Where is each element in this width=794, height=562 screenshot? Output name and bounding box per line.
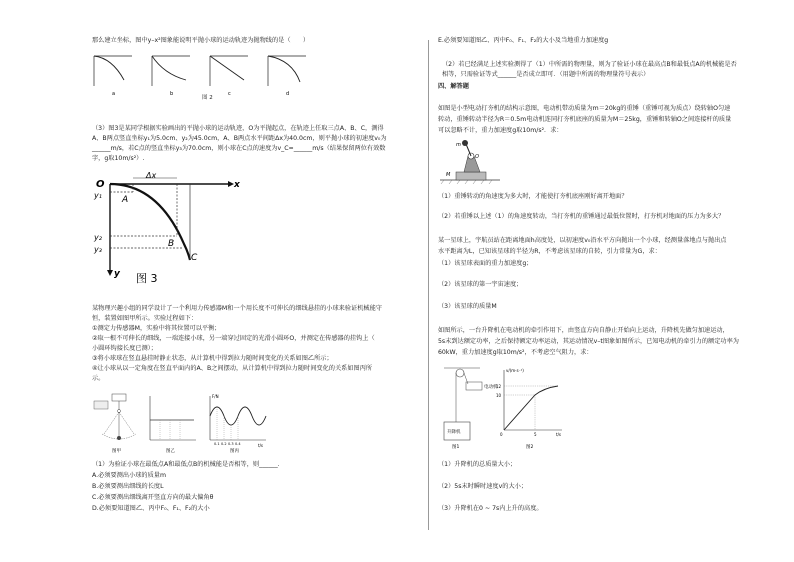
tamper-M: M bbox=[446, 172, 451, 178]
elevator-figure-1 bbox=[444, 368, 498, 450]
fig-bing-caption: 图丙 bbox=[230, 449, 239, 454]
graph-a bbox=[94, 56, 132, 97]
fig3-dx: Δx bbox=[146, 172, 157, 180]
elevator-figure-2 bbox=[496, 368, 562, 450]
figure-3 bbox=[88, 172, 248, 290]
figure2-caption: 图 2 bbox=[202, 95, 213, 101]
graph-b bbox=[152, 56, 190, 97]
tamper-O: O bbox=[475, 154, 479, 160]
motor-label: 电动机 bbox=[484, 385, 498, 390]
exp-line-1: 某物理兴趣小组的同学设计了一个利用力传感器M和一个用长度不可伸长的细线悬挂的小球来验证机械能守 bbox=[92, 305, 382, 312]
figure-jia bbox=[94, 394, 136, 454]
fig3-C: C bbox=[191, 253, 198, 263]
p3-q3: （3）升降机在0 ~ 7s内上升的高度。 bbox=[438, 505, 543, 512]
elevator-fig2-caption: 图2 bbox=[526, 445, 534, 450]
q3-line-4: 字，g取10m/s²）. bbox=[92, 155, 145, 162]
vt-t-axis: t/s bbox=[556, 432, 561, 437]
fig-bing-t-axis: t/s bbox=[258, 443, 263, 448]
figure-bing bbox=[210, 394, 266, 454]
exp-line-3: ①测定力传感器M，实验中将其位置可以平衡； bbox=[92, 325, 221, 332]
q3-line-1: （3）图3是某同学根据实验画出的平抛小球的运动轨迹，O为平抛起点，在轨迹上任取三点A、B、C，测得 bbox=[92, 125, 384, 132]
q3-line-3: ______m/s，若C点的竖直坐标y₃为70.0cm，则小球在C点的速度为v_C=______m/s（结果保留两位有效数 bbox=[92, 145, 386, 152]
p1-q1: （1）重锤转动的角速度为多大时，才能使打夯机底座刚好离开地面？ bbox=[438, 193, 628, 200]
tamper-m: m bbox=[456, 142, 461, 148]
column-divider bbox=[428, 40, 429, 530]
exp-line-2: 恒，装置如图甲所示。实验过程如下： bbox=[92, 315, 198, 322]
fig-bing-tick-4: 0.4 bbox=[235, 442, 241, 446]
q1-line-1: （1）为验证小球在最低点A和最低点B的机械能是否相等，则______． bbox=[92, 461, 284, 468]
tamper-figure bbox=[438, 138, 508, 188]
vt-t5: 5 bbox=[534, 432, 537, 437]
exp-line-8: 示。 bbox=[92, 375, 105, 382]
graph-label-b: b bbox=[170, 91, 174, 97]
p2-line-2: 水平距离为L，已知该星球的半径为R，不考虑该星球的自转，引力常量为G，求： bbox=[438, 248, 661, 255]
vt-v-axis: v/(m·s⁻¹) bbox=[506, 368, 524, 373]
p3-line-2: 5s末到达额定功率，之后保持额定功率运动，其运动情况v–t图象如图所示，已知电动机的牵引力的额定功率为 bbox=[438, 338, 739, 345]
fig3-origin: O bbox=[96, 179, 105, 190]
q1-option-b: B.必须要测出细线的长度L bbox=[92, 483, 164, 490]
q1-option-d: D.必须要知道图乙、丙中F₀、F₁、F₂的大小 bbox=[92, 505, 210, 512]
p2-q2: （2）该星球的第一宇宙速度； bbox=[438, 281, 523, 288]
p1-line-3: 可以忽略不计，重力加速度g取10m/s²．求： bbox=[438, 127, 563, 134]
fig3-y: y bbox=[114, 269, 120, 279]
q3-line-2: A、B两点竖直坐标y₁为5.0cm、y₂为45.0cm，A、B两点水平间距Δx为40.0cm，则平抛小球的初速度v₀为 bbox=[92, 135, 387, 142]
graph-label-c: c bbox=[228, 91, 231, 97]
fig-yi-caption: 图乙 bbox=[166, 449, 175, 454]
q2-line-2: 相等，只需验证等式______是否成立即可．（用题中所需的物理量符号表示） bbox=[442, 71, 650, 78]
fig-bing-tick-2: 0.2 bbox=[221, 442, 227, 446]
p3-line-3: 60kW，重力加速度g取10m/s²，不考虑空气阻力，求： bbox=[438, 349, 593, 356]
figure-yi bbox=[150, 396, 196, 454]
vt-v10: 10 bbox=[496, 393, 502, 398]
p3-q1: （1）升降机的总质量大小； bbox=[438, 461, 517, 468]
p3-line-1: 如图所示，一台升降机在电动机的牵引作用下，由竖直方向自静止开始向上运动，升降机先做匀加速运动， bbox=[438, 327, 729, 334]
p1-line-2: 转动，重锤转动半径为R＝0.5m电动机连同打夯机底座的质量为M＝25kg，重锤和转轴O之间连接杆的质量 bbox=[438, 116, 732, 123]
elevator-fig1-caption: 图1 bbox=[452, 445, 460, 450]
fig-bing-tick-1: 0.1 bbox=[214, 442, 220, 446]
exp-line-6: ③将小球球在竖直悬挂时静止状态，从计算机中得到拉力随时间变化的关系如图乙所示； bbox=[92, 355, 333, 362]
p1-q2: （2）若重锤以上述（1）的角速度转动，当打夯机的重锤通过最低位置时，打夯机对地面的压力为多大？ bbox=[438, 213, 725, 220]
question-intro: 那么建立坐标，图中y–x²图象能说明平抛小球的运动轨迹为抛物线的是（ ） bbox=[92, 37, 310, 44]
p2-q3: （3）该星球的质量M bbox=[438, 303, 497, 310]
exp-line-7: ④让小球从以一定角度在竖直平面内的A、B之间摆动，从计算机中得到拉力随时间变化的关系如图丙所 bbox=[92, 365, 373, 372]
p2-q1: （1）该星球表面的重力加速度g； bbox=[438, 260, 533, 267]
p2-line-1: 某一星球上，宇航员站在距离地面h高度处，以初速度v₀沿水平方向抛出一个小球，经测量落地点与抛出点 bbox=[438, 237, 727, 244]
fig3-y1: y₁ bbox=[94, 191, 102, 200]
fig3-x: x bbox=[234, 180, 240, 190]
graph-d bbox=[268, 56, 306, 97]
section-heading: 四、解答题 bbox=[438, 83, 469, 90]
elevator-figures bbox=[440, 364, 570, 450]
lift-label: 升降机 bbox=[447, 430, 461, 435]
experiment-figures bbox=[90, 392, 270, 454]
fig3-A: A bbox=[122, 195, 129, 205]
vt-v12: 12 bbox=[496, 384, 502, 389]
fig3-y3: y₃ bbox=[94, 245, 102, 254]
q1-option-a: A.必须要测出小球的质量m bbox=[92, 472, 166, 479]
graph-c bbox=[210, 56, 248, 97]
fig-bing-f-axis: F/N bbox=[212, 394, 219, 399]
p3-q2: （2）5s末时瞬时速度v的大小； bbox=[438, 483, 528, 490]
exp-line-5: 小圆环钩接长度已测）； bbox=[92, 345, 157, 352]
graph-label-d: d bbox=[286, 91, 290, 97]
fig-bing-tick-3: 0.3 bbox=[228, 442, 234, 446]
exp-line-4: ②取一根不可伸长的细线，一端连接小球，另一端穿过固定的光滑小圆环O，并测定在传感器的挂钩上（ bbox=[92, 335, 375, 342]
fig3-caption: 图 3 bbox=[136, 272, 158, 285]
fig3-B: B bbox=[168, 239, 175, 249]
fig3-y2: y₂ bbox=[94, 233, 102, 242]
graph-label-a: a bbox=[112, 91, 116, 97]
p1-line-1: 如图是小型电动打夯机的结构示意图，电动机带动质量为m＝20kg的重锤（重锤可视为质点）绕转轴O匀速 bbox=[438, 105, 731, 112]
fig-jia-caption: 图甲 bbox=[112, 449, 121, 454]
q1-option-c: C.必须要测出细线离开竖直方向的最大偏角θ bbox=[92, 494, 214, 501]
vt-zero: 0 bbox=[500, 432, 503, 437]
option-e: E.必须要知道图乙、丙中F₀、F₁、F₂的大小及当地重力加速度g bbox=[438, 37, 609, 44]
q2-line-1: （2）若已经满足上述实验测得了（1）中所需的物理量，则为了验证小球在最高点B和最低点A的机械能是否 bbox=[442, 61, 737, 68]
